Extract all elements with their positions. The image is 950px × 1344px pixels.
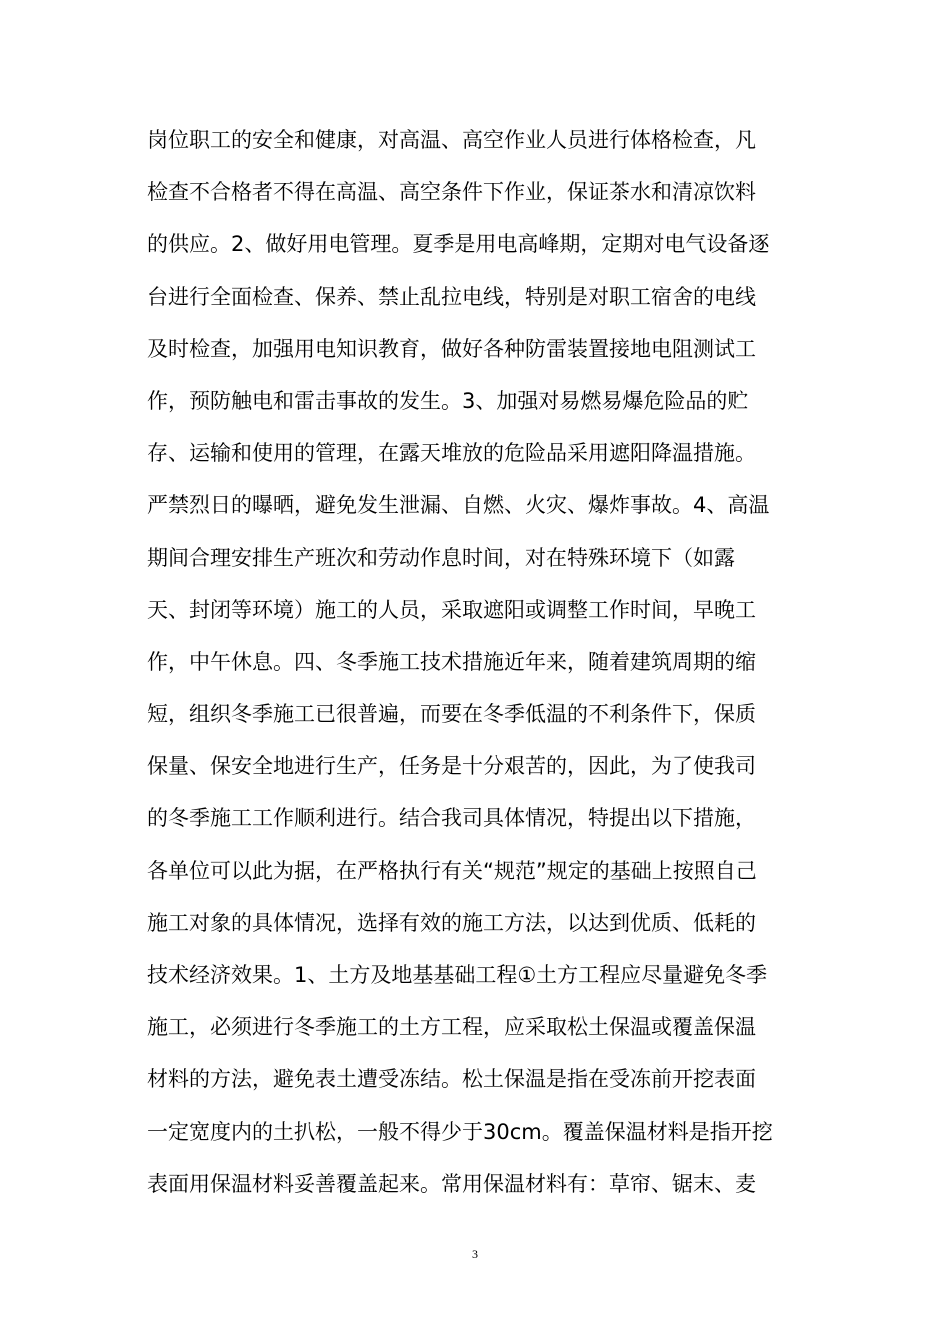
text-line: 期间合理安排生产班次和劳动作息时间，对在特殊环境下（如露 [147,545,735,570]
body-text [147,114,812,1210]
text-line: 保量、保安全地进行生产，任务是十分艰苦的，因此，为了使我司 [147,754,756,779]
text-line: 岗位职工的安全和健康，对高温、高空作业人员进行体格检查，凡 [147,128,756,152]
text-line: 材料的方法，避免表土遭受冻结。松土保温是指在受冻前开挖表面 [147,1067,756,1092]
text-line: 天、封闭等环境）施工的人员，采取遮阳或调整工作时间，早晚工 [147,597,756,622]
text-line: 的冬季施工工作顺利进行。结合我司具体情况，特提出以下措施， [147,806,756,831]
text-line: 存、运输和使用的管理，在露天堆放的危险品采用遮阳降温措施。 [147,441,756,466]
text-line: 各单位可以此为据，在严格执行有关“规范”规定的基础上按照自己 [147,858,757,883]
text-line: 一定宽度内的土扒松，一般不得少于30cm。覆盖保温材料是指开挖 [147,1119,773,1144]
text-line: 作，中午休息。四、冬季施工技术措施近年来，随着建筑周期的缩 [147,649,756,674]
text-line: 施工对象的具体情况，选择有效的施工方法，以达到优质、低耗的 [147,910,756,935]
text-line: 台进行全面检查、保养、禁止乱拉电线，特别是对职工宿舍的电线 [147,284,756,309]
text-line: 的供应。2、做好用电管理。夏季是用电高峰期，定期对电气设备逐 [147,232,770,257]
text-line: 表面用保温材料妥善覆盖起来。常用保温材料有：草帘、锯末、麦 [147,1171,756,1196]
page-number: 3 [472,1247,478,1261]
text-line: 检查不合格者不得在高温、高空条件下作业，保证茶水和清凉饮料 [147,180,756,205]
text-line: 技术经济效果。1、土方及地基基础工程①土方工程应尽量避免冬季 [147,963,768,987]
text-line: 及时检查，加强用电知识教育，做好各种防雷装置接地电阻测试工 [147,336,756,361]
text-line: 作，预防触电和雷击事故的发生。3、加强对易燃易爆危险品的贮 [147,388,749,413]
text-line: 严禁烈日的曝晒，避免发生泄漏、自燃、火灾、爆炸事故。4、高温 [147,493,770,518]
text-line: 短，组织冬季施工已很普遍，而要在冬季低温的不利条件下，保质 [147,702,756,727]
text-line: 施工，必须进行冬季施工的土方工程，应采取松土保温或覆盖保温 [147,1015,756,1040]
